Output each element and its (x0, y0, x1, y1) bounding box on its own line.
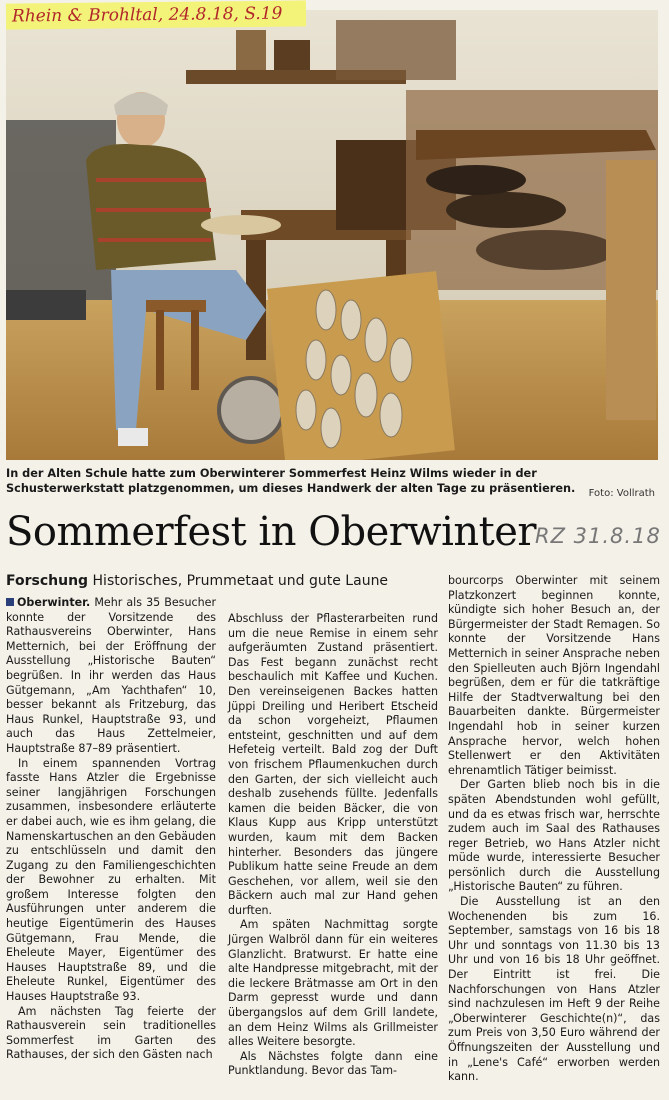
article-paragraph: Abschluss der Pflasterarbeiten rund um die neue Remise in einem sehr aufgeräumten Zustand präsentiert. Das Fest begann zunächst recht beschaulich mit Kaffee und Kuchen. Den vereinseigenen Backes hatten Jüppi Dreiling und Heribert Etscheid da schon vorgeheizt, Pflaumen entsteint, geschnitten und auf dem Hefeteig verteilt. Bald zog der Duft von frischem Pflaumenkuchen durch den Garten, der sich vielleicht auch deshalb zusehends füllte. Jedenfalls kamen die beiden Bäcker, die von Klaus Kupp aus Kripp unterstützt wurden, kaum mit dem Backen hinterher. Besonders das jüngere Publikum hatte seine Freude an dem Geschehen, vor allem, weil sie den Bäckern auch mal zur Hand gehen durften. (228, 612, 438, 917)
article-paragraph: Als Nächstes folgte dann eine Punktlandung. Bevor das Tam- (228, 1049, 438, 1078)
article-paragraph: In einem spannenden Vortrag fasste Hans Atzler die Ergebnisse seiner langjährigen Forschungen zusammen, insbesondere erläuterte er dabei auch, wie es ihm gelang, die Namenskartuschen an den Gebäuden zu entschlüsseln und damit den Zugang zu den Familiengeschichten der Bewohner zu erhalten. Mit großem Interesse folgten den Ausführungen unter anderem die heutige Eigentümerin des Hauses Gütgemann, Frau Mende, die Eheleute Mayer, Eigentümer des Hauses Hauptstraße 89, und die Eheleute Runkel, Eigentümer des Hauses Hauptstraße 93. (6, 756, 216, 1004)
square-bullet-icon (6, 598, 14, 606)
headline: Sommerfest in Oberwinter (6, 509, 537, 555)
paragraph-text: Mehr als 35 Besucher konnte der Vorsitzende des Rathausvereins Oberwinter, Hans Metternich, bei der Eröffnung der Ausstellung „Historische Bauten“ begrüßen. In ihr werden das Haus Gütgemann, „Am Yachthafen“ 10, besser bekannt als Fritzeburg, das Haus Runkel, Hauptstraße 93, und auch das Haus Zettelmeier, Hauptstraße 87–89 präsentiert. (6, 596, 217, 755)
article-paragraph: Am nächsten Tag feierte der Rathausverein sein traditionelles Sommerfest im Garten des Rathauses, der sich den Gästen nach (6, 1004, 216, 1062)
archive-stamp: Rhein & Brohltal, 24.8.18, S.19 (6, 0, 306, 29)
subheadline-text: Historisches, Prummetaat und gute Laune (92, 573, 389, 589)
article-paragraph (6, 596, 216, 757)
article-column-1 (6, 596, 216, 1063)
subheadline-kicker: Forschung (6, 573, 89, 589)
article-column-3 (448, 574, 660, 1085)
photo-caption: In der Alten Schule hatte zum Oberwinterer Sommerfest Heinz Wilms wieder in der Schusterwerkstatt platzgenommen, um dieses Handwerk der alten Tage zu präsentieren. (6, 467, 576, 495)
article-paragraph: Die Ausstellung ist an den Wochenenden bis zum 16. September, samstags von 16 bis 18 Uhr und sonntags von 11.30 bis 13 Uhr und von 16 bis 18 Uhr geöffnet. Der Eintritt ist frei. Die Nachforschungen von Hans Atzler sind nachzulesen im Heft 9 der Reihe „Oberwinterer Geschichte(n)“, das zum Preis von 3,50 Euro während der Öffnungszeiten der Ausstellung und in „Lene's Café“ erworben werden kann. (448, 895, 660, 1084)
article-paragraph: Am späten Nachmittag sorgte Jürgen Walbröl dann für ein weiteres Glanzlicht. Bratwurst. Er hatte eine alte Handpresse mitgebracht, mit der die leckere Brätmasse am Ort in den Darm gepresst wurde und dann übergangslos auf dem Grill landete, an dem Heinz Wilms als Grillmeister alles Weitere besorgte. (228, 918, 438, 1049)
workshop-photo-drawing (6, 10, 658, 460)
article-paragraph: bourcorps Oberwinter mit seinem Platzkonzert beginnen konnte, kündigte sich hoher Besuch an, der Bürgermeister der Stadt Remagen. So konnte der Vorsitzende Hans Metternich in seiner Ansprache neben den Spielleuten auch Björn Ingendahl begrüßen, dem er für die tatkräftige Hilfe der Stadtverwaltung bei den Bauarbeiten dankte. Bürgermeister Ingendahl hob in seiner kurzen Ansprache hervor, welch hohen Stellenwert er den Aktivitäten ehrenamtlich Tätiger beimisst. (448, 574, 660, 777)
dateline: Oberwinter. (17, 596, 91, 609)
handwritten-note: RZ 31.8.18 (535, 524, 661, 548)
article-paragraph: Der Garten blieb noch bis in die späten Abendstunden wohl gefüllt, und da es etwas frisch war, herrschte zudem auch im Saal des Rathauses reger Betrieb, wo Hans Atzler nicht müde wurde, interessierte Besucher persönlich durch die Ausstellung „Historische Bauten“ zu führen. (448, 778, 660, 894)
photo-credit: Foto: Vollrath (588, 488, 655, 499)
workshop-photo (6, 10, 658, 460)
article-column-2 (228, 612, 438, 1079)
subheadline (6, 572, 436, 590)
